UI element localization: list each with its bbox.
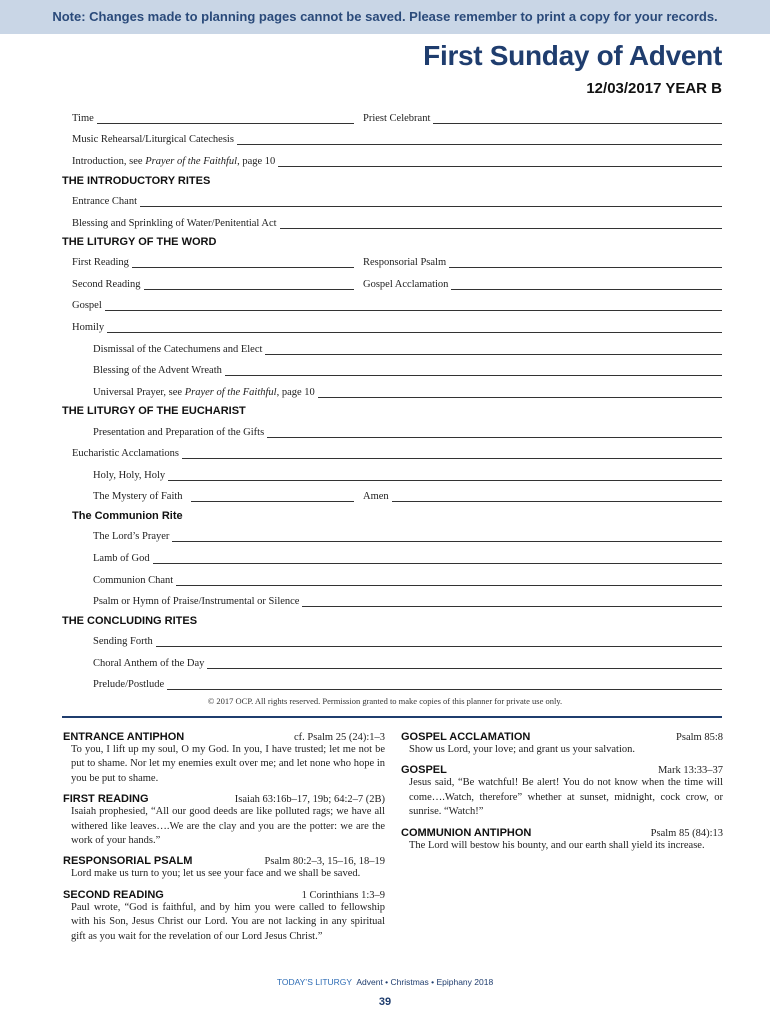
lamb-of-god-blank[interactable] <box>153 553 722 564</box>
introduction-label: Introduction, see Prayer of the Faithful, page 10 <box>72 156 276 167</box>
mystery-of-faith-field[interactable] <box>93 488 354 502</box>
choral-anthem-label: Choral Anthem of the Day <box>93 658 205 669</box>
mystery-of-faith-blank[interactable] <box>191 491 354 502</box>
first-reading-blank[interactable] <box>132 257 354 268</box>
reading-entry <box>63 889 385 944</box>
holy-holy-blank[interactable] <box>168 470 722 481</box>
reading-entry <box>63 731 385 786</box>
section-liturgy-of-eucharist: THE LITURGY OF THE EUCHARIST <box>62 405 246 417</box>
gospel-acclamation-blank[interactable] <box>451 279 722 290</box>
dismissal-blank[interactable] <box>265 344 722 355</box>
reading-name: GOSPEL ACCLAMATION <box>401 731 531 743</box>
entrance-chant-label: Entrance Chant <box>72 196 138 207</box>
reading-name: COMMUNION ANTIPHON <box>401 826 532 839</box>
reading-text: Show us Lord, your love; and grant us your salvation. <box>409 744 636 755</box>
lords-prayer-label: The Lord’s Prayer <box>93 531 170 542</box>
communion-chant-field[interactable] <box>93 572 722 586</box>
reading-text: To you, I lift up my soul, O my God. In you, I have trusted; let me not be put to shame. Nor let my enemies exult over me; and let none who hope in you be put to shame. <box>71 744 385 784</box>
priest-celebrant-blank[interactable] <box>433 113 722 124</box>
amen-blank[interactable] <box>392 491 722 502</box>
reading-name: SECOND READING <box>63 888 164 901</box>
copyright-notice: © 2017 OCP. All rights reserved. Permission granted to make copies of this planner for private use only. <box>207 696 563 706</box>
second-reading-field[interactable] <box>72 276 354 290</box>
reading-reference: 1 Corinthians 1:3–9 <box>301 889 385 901</box>
section-liturgy-of-word: THE LITURGY OF THE WORD <box>62 236 217 248</box>
prelude-postlude-blank[interactable] <box>167 679 722 690</box>
sending-forth-blank[interactable] <box>156 636 722 647</box>
introduction-field[interactable] <box>72 153 722 167</box>
prelude-postlude-label: Prelude/Postlude <box>93 679 165 690</box>
priest-celebrant-label: Priest Celebrant <box>363 113 431 124</box>
responsorial-psalm-blank[interactable] <box>449 257 722 268</box>
holy-holy-label: Holy, Holy, Holy <box>93 470 166 481</box>
presentation-field[interactable] <box>93 424 722 438</box>
lamb-of-god-label: Lamb of God <box>93 553 150 564</box>
responsorial-psalm-field[interactable] <box>363 254 722 268</box>
reading-reference: Mark 13:33–37 <box>657 765 723 777</box>
music-rehearsal-field[interactable] <box>72 131 722 145</box>
dismissal-field[interactable] <box>93 341 722 355</box>
universal-prayer-field[interactable] <box>93 384 722 398</box>
homily-label: Homily <box>72 322 105 333</box>
reading-entry <box>401 731 723 757</box>
eucharistic-acclamations-field[interactable] <box>72 445 722 459</box>
universal-prayer-label: Universal Prayer, see Prayer of the Faithful, page 10 <box>93 387 315 398</box>
advent-wreath-field[interactable] <box>93 362 722 376</box>
gospel-label: Gospel <box>72 300 102 311</box>
second-reading-label: Second Reading <box>72 279 141 290</box>
reading-name: FIRST READING <box>63 793 149 806</box>
reading-text: Jesus said, “Be watchful! Be alert! You do not know when the time will come….Watch, therefore” whether at sunset, midnight, cock crow, or sunrise. “Watch!” <box>409 777 723 818</box>
reading-text: Lord make us turn to you; let us see your face and we shall be saved. <box>71 868 361 880</box>
reading-entry <box>401 764 723 819</box>
choral-anthem-blank[interactable] <box>207 658 722 669</box>
lords-prayer-blank[interactable] <box>172 531 722 542</box>
universal-prayer-blank[interactable] <box>318 387 722 398</box>
blessing-sprinkling-label: Blessing and Sprinkling of Water/Penitential Act <box>72 218 277 229</box>
advent-wreath-label: Blessing of the Advent Wreath <box>93 365 222 376</box>
reading-entry <box>401 827 723 853</box>
reading-text: Paul wrote, “God is faithful, and by him you were called to fellowship with his Son, Jesus Christ our Lord. You are not lacking in any spiritual gift as you wait for the revelation of our Lord Jesus Christ.” <box>71 901 385 942</box>
gospel-acclamation-field[interactable] <box>363 276 722 290</box>
communion-chant-label: Communion Chant <box>93 575 174 586</box>
reading-reference: Isaiah 63:16b–17, 19b; 64:2–7 (2B) <box>234 794 385 806</box>
communion-chant-blank[interactable] <box>176 575 722 586</box>
readings-left-column <box>63 731 385 951</box>
choral-anthem-field[interactable] <box>93 655 722 669</box>
priest-celebrant-field[interactable] <box>363 110 722 124</box>
blessing-sprinkling-field[interactable] <box>72 215 722 229</box>
psalm-hymn-field[interactable] <box>93 593 722 607</box>
reading-entry <box>63 793 385 848</box>
eucharistic-acclamations-blank[interactable] <box>182 448 722 459</box>
reading-reference: Psalm 85 (84):13 <box>650 827 723 839</box>
section-divider <box>62 716 722 718</box>
music-rehearsal-blank[interactable] <box>237 134 722 145</box>
blessing-sprinkling-blank[interactable] <box>280 218 722 229</box>
time-blank[interactable] <box>97 113 354 124</box>
presentation-label: Presentation and Preparation of the Gifts <box>93 427 265 438</box>
publication-brand: TODAY’S LITURGY <box>276 977 353 987</box>
advent-wreath-blank[interactable] <box>225 365 722 376</box>
sending-forth-label: Sending Forth <box>93 636 153 647</box>
psalm-hymn-label: Psalm or Hymn of Praise/Instrumental or Silence <box>93 596 300 607</box>
reading-name: ENTRANCE ANTIPHON <box>63 731 185 743</box>
introduction-blank[interactable] <box>278 156 722 167</box>
section-introductory-rites: THE INTRODUCTORY RITES <box>62 175 211 187</box>
time-label: Time <box>72 113 94 124</box>
gospel-acclamation-label: Gospel Acclamation <box>363 279 449 290</box>
entrance-chant-blank[interactable] <box>140 196 722 207</box>
reading-name: RESPONSORIAL PSALM <box>63 855 193 868</box>
reading-reference: cf. Psalm 25 (24):1–3 <box>294 732 385 743</box>
save-warning-banner: Note: Changes made to planning pages cannot be saved. Please remember to print a copy for your records. <box>0 0 770 34</box>
amen-field[interactable] <box>363 488 722 502</box>
lords-prayer-field[interactable] <box>93 528 722 542</box>
reading-name: GOSPEL <box>401 764 447 777</box>
reading-text: The Lord will bestow his bounty, and our earth shall yield its increase. <box>409 839 705 851</box>
reading-text: Isaiah prophesied, “All our good deeds are like polluted rags; we have all withered like leaves….We are the clay and you are the potter: we are the work of your hands.” <box>71 806 385 847</box>
reading-entry <box>63 855 385 881</box>
lamb-of-god-field[interactable] <box>93 550 722 564</box>
publication-edition: Advent • Christmas • Epiphany 2018 <box>356 977 494 987</box>
amen-label: Amen <box>363 491 389 502</box>
section-communion-rite: The Communion Rite <box>72 510 183 522</box>
dismissal-label: Dismissal of the Catechumens and Elect <box>93 344 263 355</box>
time-field[interactable] <box>72 110 354 124</box>
page-title: First Sunday of Advent <box>423 40 722 71</box>
mystery-of-faith-label: The Mystery of Faith <box>93 491 183 502</box>
eucharistic-acclamations-label: Eucharistic Acclamations <box>72 448 180 459</box>
reading-reference: Psalm 80:2–3, 15–16, 18–19 <box>264 856 385 868</box>
first-reading-label: First Reading <box>72 257 129 268</box>
music-rehearsal-label: Music Rehearsal/Liturgical Catechesis <box>72 134 234 145</box>
homily-field[interactable] <box>72 319 722 333</box>
entrance-chant-field[interactable] <box>72 193 722 207</box>
publication-footer <box>0 977 770 987</box>
gospel-field[interactable] <box>72 297 722 311</box>
gospel-blank[interactable] <box>105 300 722 311</box>
page-number: 39 <box>378 996 392 1008</box>
holy-holy-field[interactable] <box>93 467 722 481</box>
homily-blank[interactable] <box>107 322 722 333</box>
first-reading-field[interactable] <box>72 254 354 268</box>
readings-right-column <box>401 731 723 860</box>
presentation-blank[interactable] <box>267 427 722 438</box>
sending-forth-field[interactable] <box>93 633 722 647</box>
reading-reference: Psalm 85:8 <box>676 732 723 743</box>
section-concluding-rites: THE CONCLUDING RITES <box>62 615 198 627</box>
prelude-postlude-field[interactable] <box>93 676 722 690</box>
liturgy-date: 12/03/2017 YEAR B <box>586 80 722 97</box>
responsorial-psalm-label: Responsorial Psalm <box>363 257 447 268</box>
psalm-hymn-blank[interactable] <box>302 596 722 607</box>
second-reading-blank[interactable] <box>144 279 354 290</box>
